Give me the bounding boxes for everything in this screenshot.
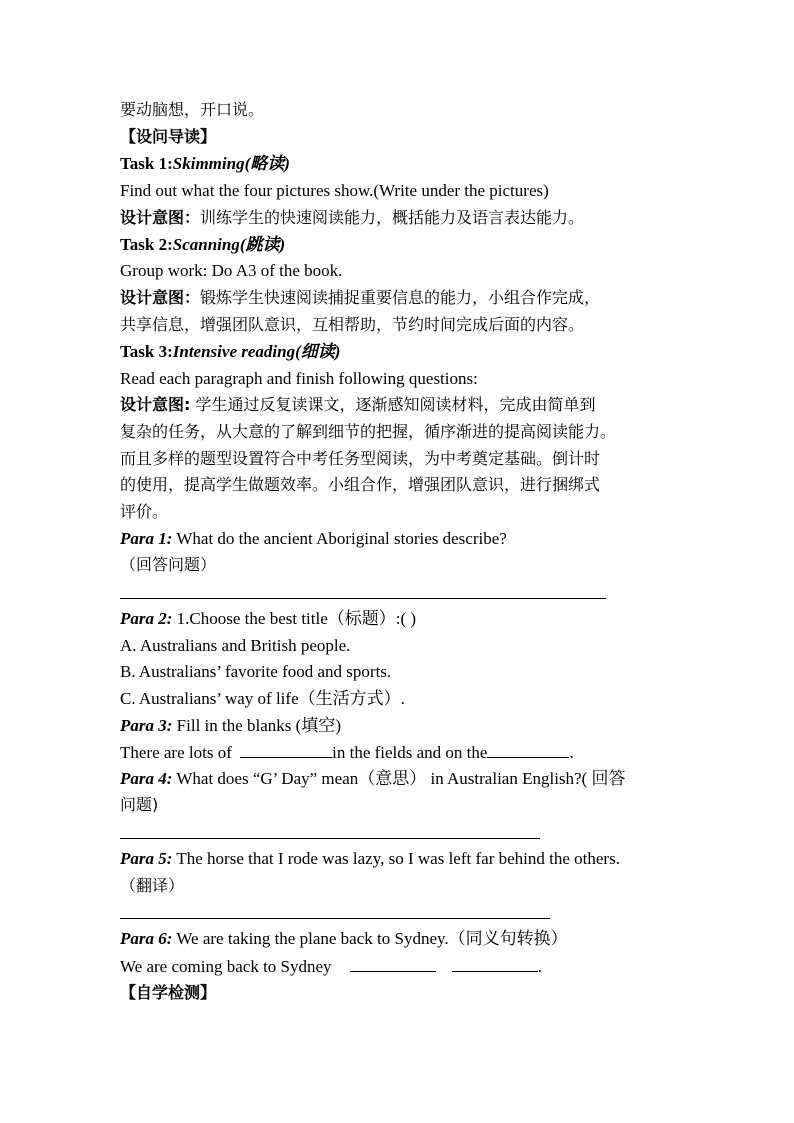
task2-title: Scanning(跳读) (172, 235, 286, 254)
para3-label: Para 3: (120, 716, 173, 735)
para4-answer-line[interactable] (120, 838, 540, 839)
design-intent-2-label: 设计意图： (120, 288, 201, 307)
task1-instruction: Find out what the four pictures show.(Write under the pictures) (120, 181, 549, 200)
design-intent-3-line4: 的使用，提高学生做题效率。小组合作，增强团队意识，进行捆绑式 (120, 475, 601, 494)
para2-option-c: C. Australians’ way of life（生活方式）. (120, 689, 405, 708)
para6-sentence-a: We are coming back to Sydney (120, 957, 336, 976)
design-intent-3-text: 学生通过反复读课文，逐渐感知阅读材料，完成由简单到 (190, 395, 596, 414)
para4-label: Para 4: (120, 769, 173, 788)
para6-blank-2[interactable] (452, 955, 538, 972)
intro-line: 要动脑想，开口说。 (120, 100, 265, 119)
para2-option-b: B. Australians’ favorite food and sports. (120, 662, 392, 681)
task3-title: Intensive reading(细读) (172, 342, 341, 361)
design-intent-3-line1 (120, 394, 596, 416)
section-heading-self-test: 【自学检测】 (120, 983, 217, 1002)
para3-sentence-a: There are lots of (120, 743, 237, 762)
design-intent-3-label: 设计意图: (120, 395, 191, 414)
design-intent-2-text: 锻炼学生快速阅读捕捉重要信息的能力，小组合作完成， (200, 288, 601, 307)
design-intent-2-line2: 共享信息，增强团队意识，互相帮助，节约时间完成后面的内容。 (120, 315, 585, 334)
design-intent-2-line1 (120, 287, 600, 309)
para1-note: （回答问题） (120, 555, 217, 574)
para2-option-a: A. Australians and British people. (120, 636, 351, 655)
para6-sentence-end: . (537, 957, 543, 976)
task2-label: Task 2: (120, 235, 173, 254)
para1-text: What do the ancient Aboriginal stories describe? (172, 529, 507, 548)
task1-label: Task 1: (120, 154, 173, 173)
para1-label: Para 1: (120, 529, 173, 548)
para3-question (120, 715, 341, 737)
para3-sentence-b: in the fields and on the (332, 743, 488, 762)
para2-text: 1.Choose the best title（标题）:( ) (172, 609, 417, 628)
design-intent-3-line3: 而且多样的题型设置符合中考任务型阅读，为中考奠定基础。倒计时 (120, 449, 601, 468)
para6-question (120, 928, 568, 950)
design-intent-3-line5: 评价。 (120, 502, 169, 521)
para6-label: Para 6: (120, 929, 173, 948)
para4-question (120, 768, 626, 790)
para5-note: （翻译） (120, 876, 185, 895)
para4-text: What does “G’ Day” mean（意思） in Australian English?( 回答 (172, 769, 626, 788)
task2-instruction: Group work: Do A3 of the book. (120, 261, 343, 280)
para2-question (120, 608, 416, 630)
section-heading-guided-reading: 【设问导读】 (120, 127, 217, 146)
para4-question-cont: 问题) (120, 795, 159, 814)
para6-sentence (120, 955, 542, 978)
para1-question (120, 528, 507, 550)
para3-text: Fill in the blanks (填空) (172, 716, 341, 735)
para3-sentence-c: . (569, 743, 574, 762)
para5-answer-line[interactable] (120, 918, 550, 919)
para5-label: Para 5: (120, 849, 173, 868)
para6-blank-1[interactable] (350, 955, 436, 972)
task1-title: Skimming(略读) (172, 154, 290, 173)
para3-blank-2[interactable] (487, 741, 569, 758)
design-intent-3-line2: 复杂的任务，从大意的了解到细节的把握，循序渐进的提高阅读能力。 (120, 422, 617, 441)
para1-answer-line[interactable] (120, 598, 606, 599)
para2-label: Para 2: (120, 609, 173, 628)
para6-text: We are taking the plane back to Sydney.（同义句转换） (172, 929, 568, 948)
task1-heading (120, 153, 290, 175)
task3-label: Task 3: (120, 342, 173, 361)
design-intent-1-text: 训练学生的快速阅读能力，概括能力及语言表达能力。 (200, 208, 585, 227)
para5-text: The horse that I rode was lazy, so I was left far behind the others. (172, 849, 620, 868)
task3-instruction: Read each paragraph and finish following questions: (120, 369, 478, 388)
design-intent-1 (120, 207, 584, 229)
para5-question (120, 848, 620, 870)
task2-heading (120, 234, 285, 256)
para3-sentence (120, 741, 574, 764)
task3-heading (120, 341, 340, 363)
design-intent-1-label: 设计意图： (120, 208, 201, 227)
para3-blank-1[interactable] (240, 741, 332, 758)
